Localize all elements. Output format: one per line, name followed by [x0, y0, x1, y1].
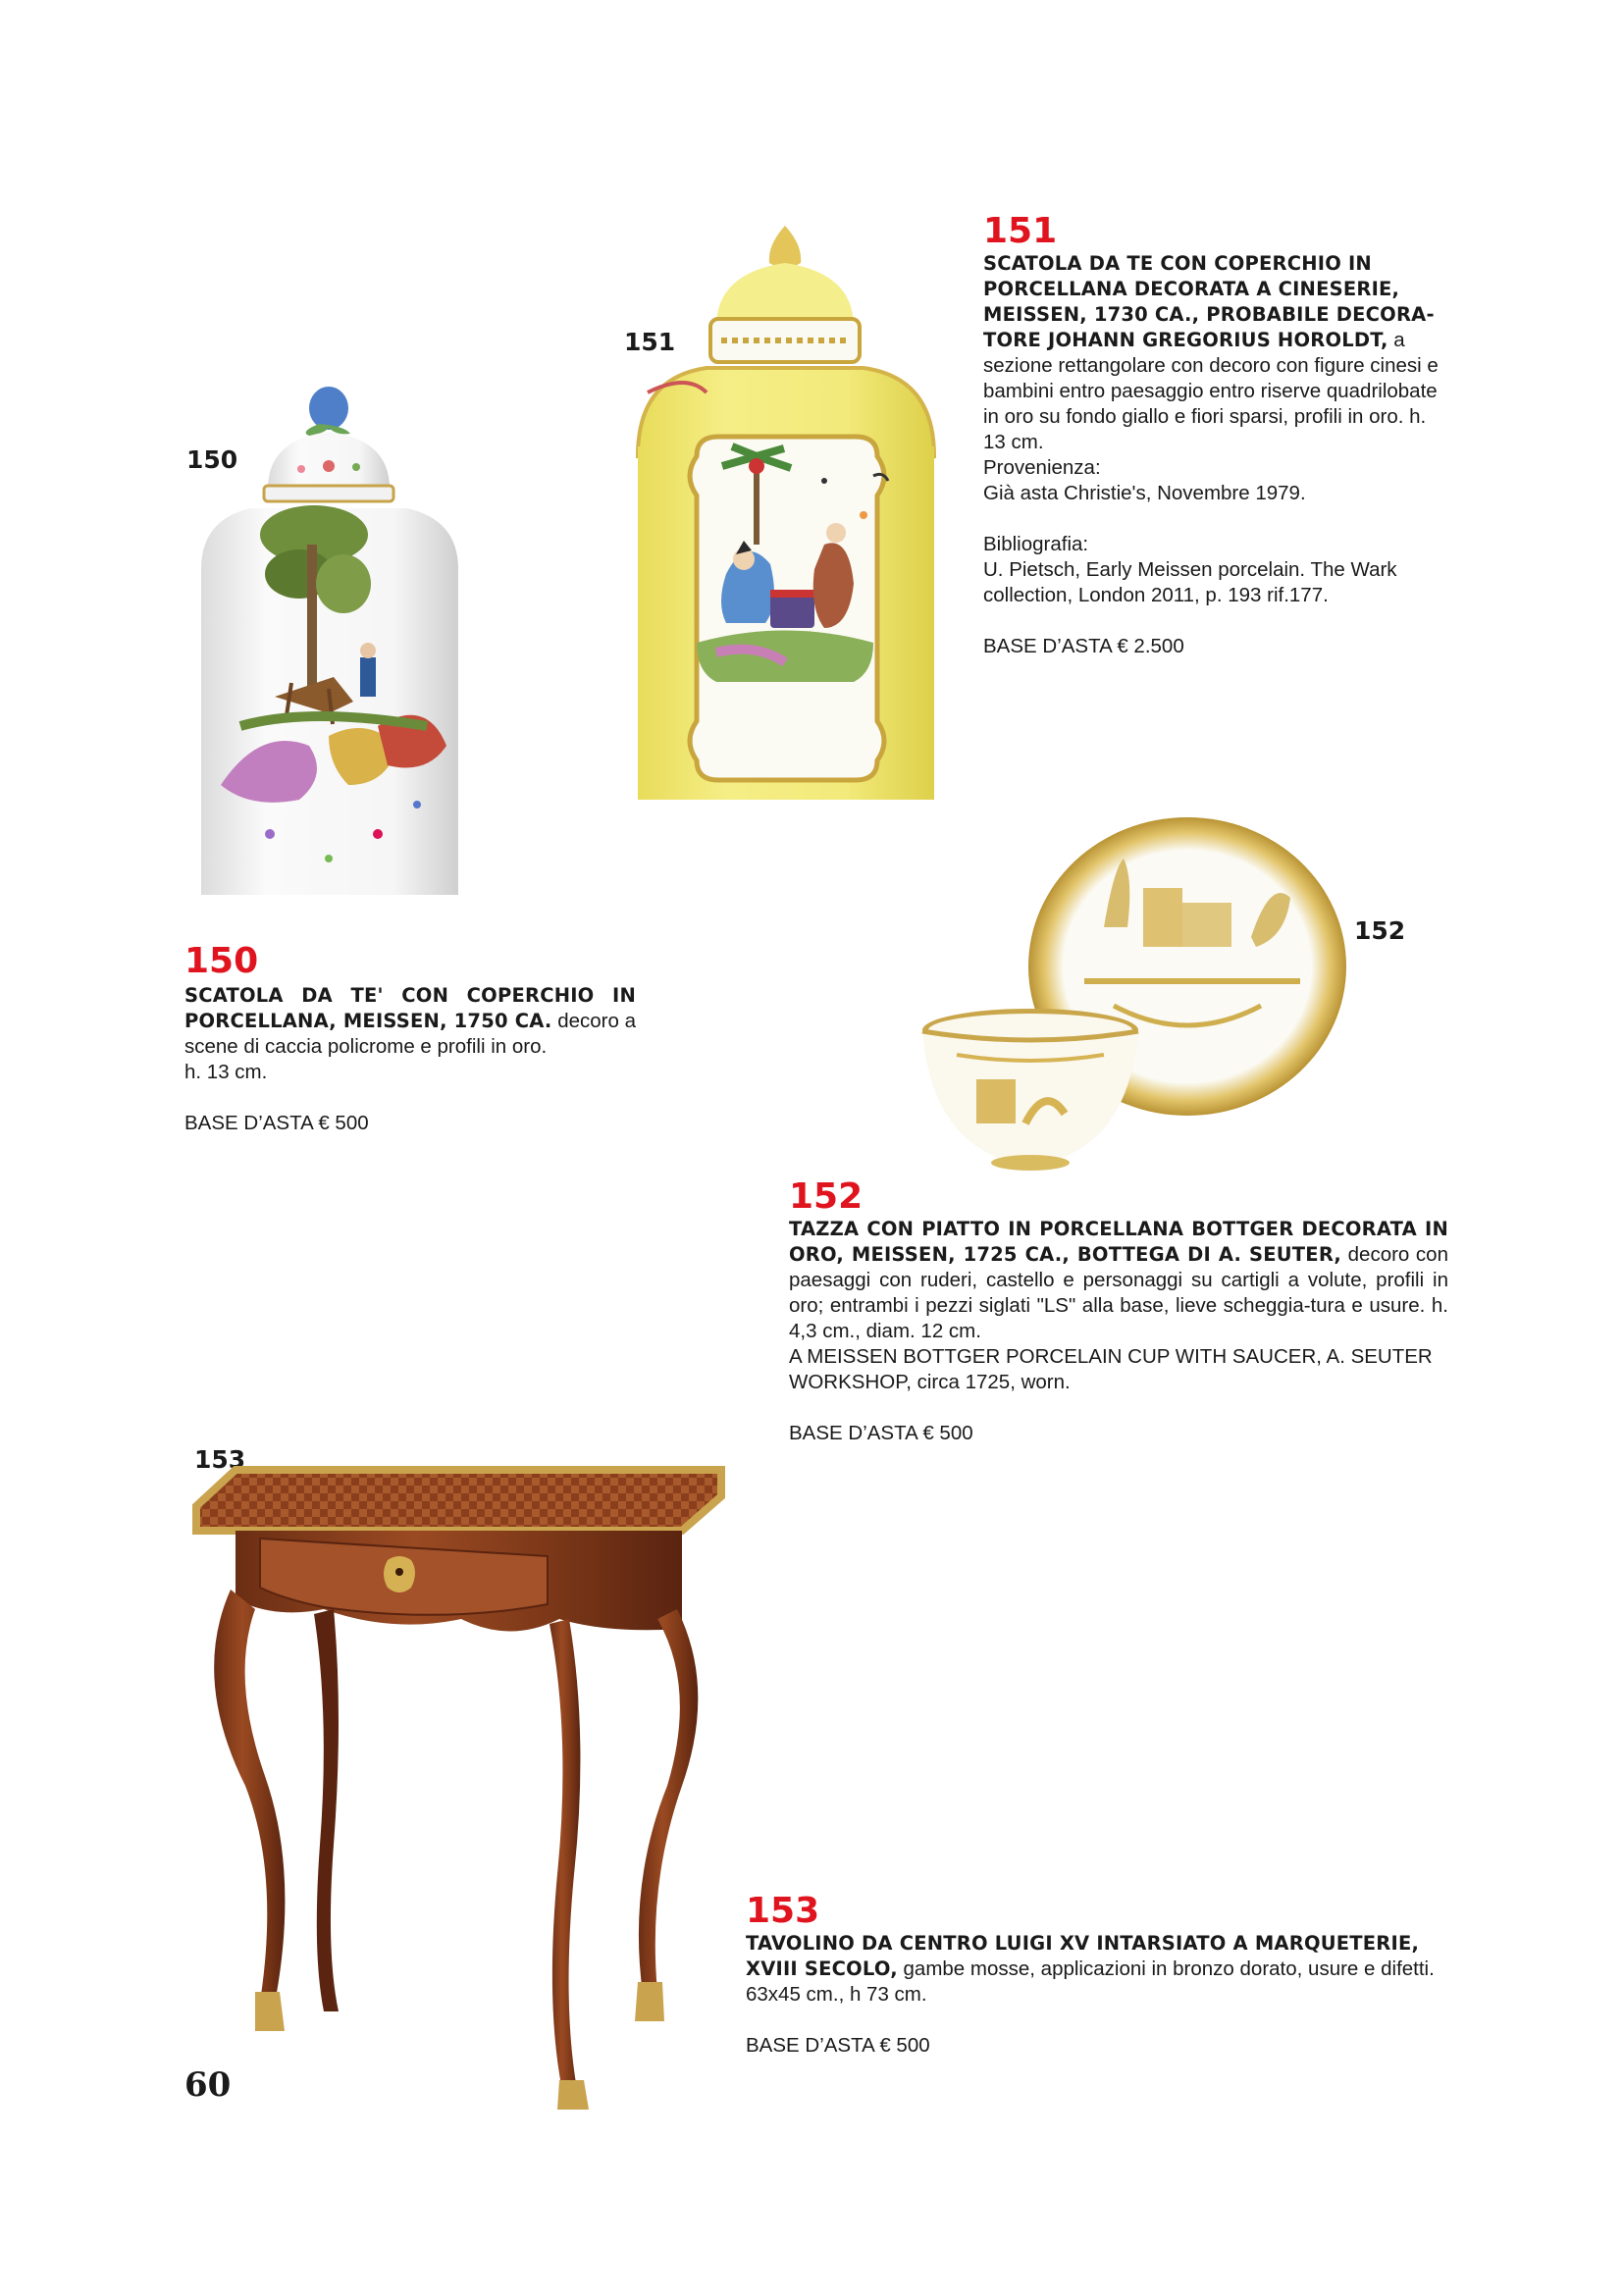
lot-150-block: [184, 941, 636, 1136]
lot-151-description: a sezione rettangolare con decoro con figure cinesi e bambini entro paesaggio entro riserve quadrilobate in oro su fondo giallo e fiori sparsi, profili in oro. h. 13 cm.: [983, 329, 1439, 453]
lot-153-base-price: BASE D’ASTA € 500: [746, 2034, 930, 2057]
lot-151-image: [628, 221, 952, 809]
lot-151-base-price: BASE D’ASTA € 2.500: [983, 635, 1184, 657]
lot-152-block: [789, 1176, 1448, 1446]
lot-151-bibliography-label: Bibliografia:: [983, 533, 1089, 555]
lot-151-text: [983, 251, 1444, 659]
lot-152-text: [789, 1217, 1448, 1446]
yellow-tea-caddy-icon: [628, 221, 952, 809]
lot-151-block: [983, 211, 1444, 659]
lot-151-number: 151: [983, 211, 1058, 251]
lot-151-title: SCATOLA DA TE CON COPERCHIO IN PORCELLANA DECORATA A CINESERIE, MEISSEN, 1730 CA., PROBABILE DECORA-TORE JOHANN GREGORIUS HOROLDT,: [983, 252, 1435, 351]
lot-152-image-label: 152: [1354, 916, 1406, 945]
gilded-cup-and-saucer-icon: [917, 809, 1354, 1182]
lot-152-english: A MEISSEN BOTTGER PORCELAIN CUP WITH SAUCER, A. SEUTER WORKSHOP, circa 1725, worn.: [789, 1345, 1433, 1393]
lot-153-image-label: 153: [194, 1445, 246, 1474]
lot-153-number: 153: [746, 1891, 820, 1931]
lot-151-bibliography: U. Pietsch, Early Meissen porcelain. The Wark collection, London 2011, p. 193 rif.177.: [983, 558, 1397, 606]
lot-152-title: TAZZA CON PIATTO IN PORCELLANA BOTTGER DECORATA IN ORO, MEISSEN, 1725 CA., BOTTEGA DI A. SEUTER,: [789, 1218, 1448, 1266]
lot-152-description: decoro con paesaggi con ruderi, castello e personaggi su cartigli a volute, profili in oro; entrambi i pezzi siglati "LS" alla base, lieve scheggia-tura e usure. h. 4,3 cm., diam. 12 cm.: [789, 1243, 1448, 1342]
lot-153-image: [186, 1462, 731, 2110]
lot-152-image: [917, 809, 1354, 1182]
lot-151-provenance-label: Provenienza:: [983, 456, 1101, 479]
lot-152-number: 152: [789, 1176, 864, 1217]
lot-150-description: decoro a scene di caccia policrome e profili in oro.: [184, 1010, 636, 1058]
lot-153-title: TAVOLINO DA CENTRO LUIGI XV INTARSIATO A MARQUETERIE, XVIII SECOLO,: [746, 1932, 1420, 1980]
lot-153-details: 63x45 cm., h 73 cm.: [746, 1983, 927, 2006]
page-number: 60: [184, 2065, 232, 2105]
lot-150-text: [184, 983, 636, 1136]
lot-150-details: h. 13 cm.: [184, 1061, 268, 1083]
lot-150-number: 150: [184, 941, 259, 981]
lot-153-block: [746, 1891, 1444, 2059]
lot-153-text: [746, 1931, 1444, 2059]
lot-153-description: gambe mosse, applicazioni in bronzo dorato, usure e difetti.: [903, 1957, 1435, 1980]
lot-151-image-label: 151: [624, 328, 676, 356]
lot-150-image-label: 150: [186, 445, 238, 474]
lot-151-provenance: Già asta Christie's, Novembre 1979.: [983, 482, 1306, 504]
marquetry-table-icon: [186, 1462, 731, 2110]
lot-152-base-price: BASE D’ASTA € 500: [789, 1422, 973, 1444]
lot-150-base-price: BASE D’ASTA € 500: [184, 1112, 369, 1134]
lot-150-title: SCATOLA DA TE' CON COPERCHIO IN PORCELLANA, MEISSEN, 1750 CA.: [184, 984, 636, 1032]
